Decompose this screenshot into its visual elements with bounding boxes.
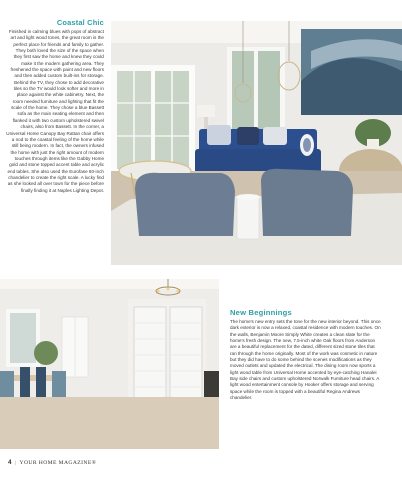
publication-name: YOUR HOME MAGAZINE® bbox=[19, 460, 97, 466]
article-top bbox=[6, 18, 104, 194]
article-bottom-body: The home's new entry sets the tone for the new interior beyond. This once dark exterior is now a relaxed, coastal residence with modern touches. On the walls, Benjamin Moore Simply White creates a clean slate for the home's fresh design. The new, 7.5-inch white Oak floors from Anderson are a beautiful replacement for the dated, different sized stone tiles that ran through the home originally. Most of the work was cosmetic in nature but they did have to do some behind the scenes modifications as they moved outlets and updated the electrical. The dining room now sports a light wood table from Universal Home accented by eye-catching Hanalei Bay side chairs and custom upholstered Norwalk Furniture head chairs. A light wood entertainment console by Hooker offers storage and serving space while the room is topped with a beautiful Regina Andrews chandelier. bbox=[230, 319, 381, 401]
article-bottom bbox=[230, 308, 382, 401]
footer-separator: | bbox=[14, 460, 17, 466]
article-top-body: Finished in calming blues with pops of abstract art and light wood tones, the great room is the perfect place for friends and family to gather. They both loved the size of the space when they first saw the home and knew they could make it the modern gathering area. They freshened the space with paint and new floors and then added custom built-ins for storage. Behind the TV, they chose to add decorative tiles so the TV would look softer and more in place against the white cabinetry. Next, the room needed furniture and lighting that fit the scale of the home. They chose a blue Bassett sofa as the main seating element and then flanked it with two custom upholstered swivel chairs, also from Bassett. In the corner, a Universal Home Canopy Bay Rattan chair offers a nod to the coastal feeling of the home while still being modern. In fact, the owners infused the home with just the right amount of modern touches through items like the Gabby Home gold and stone topped accent table and acrylic end tables. She also used the Eurofase 60-inch chandelier to create the right scale. A lucky find as she looked all over town for the piece before finally finding it at Naples Lighting Depot. bbox=[6, 29, 104, 193]
section-heading-new-beginnings: New Beginnings bbox=[230, 308, 292, 317]
dining-room-photo bbox=[0, 279, 219, 449]
page-footer bbox=[8, 459, 96, 466]
page-number: 4 bbox=[8, 459, 12, 466]
living-room-photo bbox=[111, 21, 402, 265]
section-heading-coastal-chic: Coastal Chic bbox=[56, 18, 104, 27]
